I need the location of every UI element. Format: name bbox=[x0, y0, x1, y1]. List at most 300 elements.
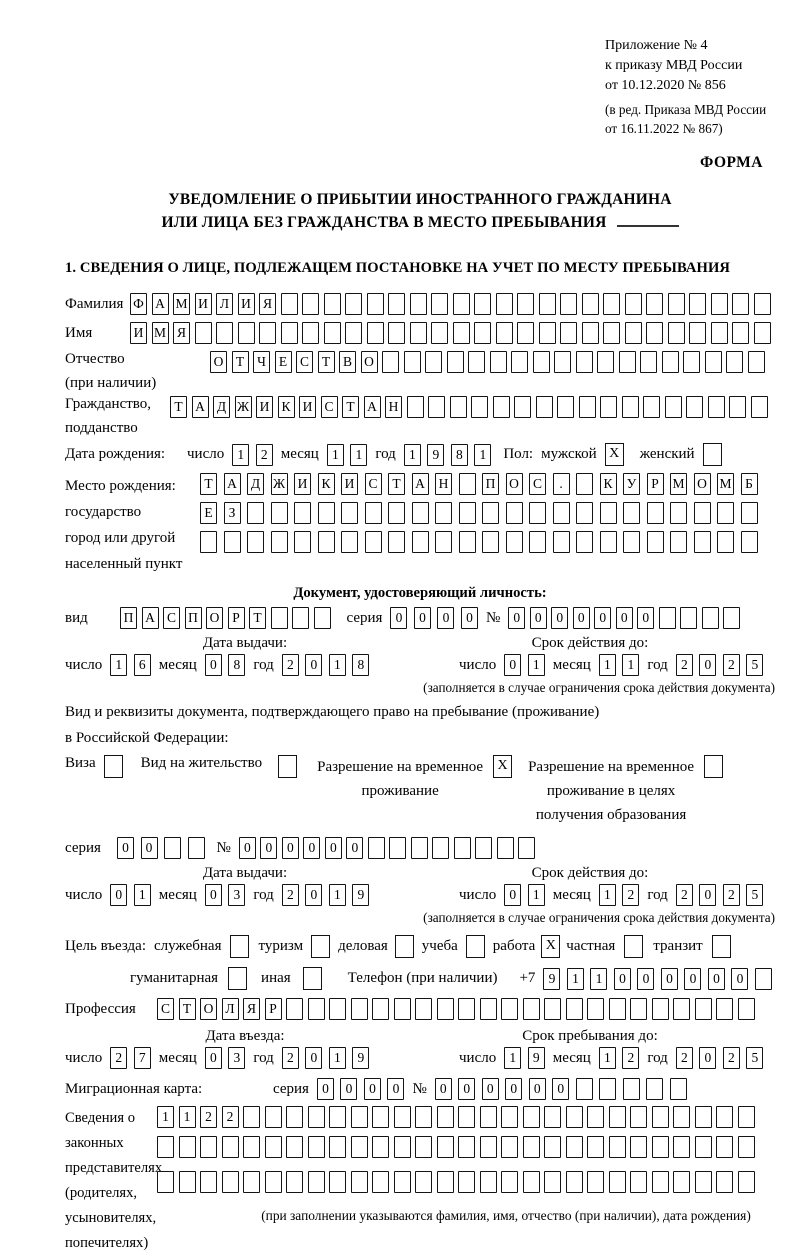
form-cell[interactable] bbox=[281, 322, 298, 344]
form-cell[interactable] bbox=[179, 1136, 196, 1158]
form-cell[interactable]: 0 bbox=[552, 1078, 569, 1100]
form-cell[interactable] bbox=[493, 396, 510, 418]
form-cell[interactable]: Т bbox=[388, 473, 405, 495]
form-cell[interactable]: И bbox=[195, 293, 212, 315]
form-cell[interactable] bbox=[247, 502, 264, 524]
form-cell[interactable]: . bbox=[553, 473, 570, 495]
form-cell[interactable] bbox=[514, 396, 531, 418]
form-cell[interactable]: У bbox=[623, 473, 640, 495]
form-cell[interactable] bbox=[576, 473, 593, 495]
form-cell[interactable] bbox=[367, 293, 384, 315]
form-cell[interactable] bbox=[716, 998, 733, 1020]
form-cell[interactable] bbox=[265, 1171, 282, 1193]
form-cell[interactable]: Д bbox=[213, 396, 230, 418]
form-cell[interactable] bbox=[544, 1136, 561, 1158]
form-cell[interactable]: Т bbox=[249, 607, 266, 629]
form-cell[interactable] bbox=[673, 1136, 690, 1158]
form-cell[interactable] bbox=[428, 396, 445, 418]
form-cell[interactable] bbox=[437, 1136, 454, 1158]
form-cell[interactable] bbox=[576, 351, 593, 373]
form-cell[interactable] bbox=[314, 607, 331, 629]
form-cell[interactable] bbox=[243, 1171, 260, 1193]
form-cell[interactable] bbox=[680, 607, 697, 629]
purpose-study-checkbox[interactable] bbox=[466, 935, 485, 958]
form-cell[interactable]: 1 bbox=[329, 1047, 346, 1069]
form-cell[interactable] bbox=[411, 837, 428, 859]
form-cell[interactable] bbox=[732, 293, 749, 315]
form-cell[interactable] bbox=[367, 322, 384, 344]
form-cell[interactable]: 0 bbox=[239, 837, 256, 859]
form-cell[interactable] bbox=[329, 1106, 346, 1128]
form-cell[interactable]: П bbox=[482, 473, 499, 495]
form-cell[interactable]: 0 bbox=[461, 607, 478, 629]
form-cell[interactable] bbox=[425, 351, 442, 373]
form-cell[interactable]: Т bbox=[170, 396, 187, 418]
form-cell[interactable] bbox=[726, 351, 743, 373]
form-cell[interactable]: 1 bbox=[232, 444, 249, 466]
form-cell[interactable]: 0 bbox=[364, 1078, 381, 1100]
form-cell[interactable] bbox=[560, 293, 577, 315]
form-cell[interactable] bbox=[689, 322, 706, 344]
form-cell[interactable]: 0 bbox=[505, 1078, 522, 1100]
form-cell[interactable] bbox=[705, 351, 722, 373]
form-cell[interactable] bbox=[708, 396, 725, 418]
form-cell[interactable] bbox=[415, 998, 432, 1020]
form-cell[interactable]: 0 bbox=[205, 1047, 222, 1069]
form-cell[interactable] bbox=[539, 293, 556, 315]
form-cell[interactable]: Т bbox=[179, 998, 196, 1020]
form-cell[interactable] bbox=[388, 502, 405, 524]
form-cell[interactable] bbox=[200, 1171, 217, 1193]
form-cell[interactable] bbox=[741, 531, 758, 553]
form-cell[interactable] bbox=[265, 1106, 282, 1128]
form-cell[interactable]: 1 bbox=[329, 884, 346, 906]
form-cell[interactable] bbox=[394, 1171, 411, 1193]
form-cell[interactable] bbox=[157, 1136, 174, 1158]
form-cell[interactable] bbox=[511, 351, 528, 373]
form-cell[interactable]: К bbox=[278, 396, 295, 418]
form-cell[interactable]: С bbox=[365, 473, 382, 495]
form-cell[interactable]: 3 bbox=[228, 1047, 245, 1069]
form-cell[interactable] bbox=[404, 351, 421, 373]
form-cell[interactable] bbox=[506, 531, 523, 553]
form-cell[interactable]: 0 bbox=[435, 1078, 452, 1100]
form-cell[interactable] bbox=[652, 1136, 669, 1158]
form-cell[interactable] bbox=[683, 351, 700, 373]
form-cell[interactable]: 5 bbox=[746, 1047, 763, 1069]
form-cell[interactable]: Н bbox=[435, 473, 452, 495]
form-cell[interactable]: 0 bbox=[117, 837, 134, 859]
form-cell[interactable] bbox=[412, 531, 429, 553]
form-cell[interactable]: 1 bbox=[404, 444, 421, 466]
form-cell[interactable]: 2 bbox=[676, 654, 693, 676]
form-cell[interactable]: 1 bbox=[590, 968, 607, 990]
form-cell[interactable] bbox=[553, 531, 570, 553]
form-cell[interactable] bbox=[587, 1106, 604, 1128]
form-cell[interactable]: 1 bbox=[504, 1047, 521, 1069]
form-cell[interactable]: 1 bbox=[528, 884, 545, 906]
form-cell[interactable]: Т bbox=[342, 396, 359, 418]
form-cell[interactable] bbox=[566, 1171, 583, 1193]
form-cell[interactable] bbox=[566, 998, 583, 1020]
form-cell[interactable] bbox=[501, 998, 518, 1020]
form-cell[interactable]: П bbox=[120, 607, 137, 629]
form-cell[interactable] bbox=[716, 1171, 733, 1193]
form-cell[interactable] bbox=[694, 531, 711, 553]
form-cell[interactable] bbox=[630, 1171, 647, 1193]
form-cell[interactable] bbox=[459, 531, 476, 553]
form-cell[interactable] bbox=[394, 1136, 411, 1158]
form-cell[interactable] bbox=[544, 1171, 561, 1193]
form-cell[interactable] bbox=[517, 293, 534, 315]
form-cell[interactable] bbox=[341, 531, 358, 553]
form-cell[interactable]: 0 bbox=[317, 1078, 334, 1100]
form-cell[interactable]: С bbox=[163, 607, 180, 629]
form-cell[interactable]: И bbox=[299, 396, 316, 418]
form-cell[interactable]: Е bbox=[200, 502, 217, 524]
form-cell[interactable] bbox=[599, 1078, 616, 1100]
purpose-commercial-checkbox[interactable] bbox=[395, 935, 414, 958]
form-cell[interactable] bbox=[324, 322, 341, 344]
form-cell[interactable]: К bbox=[600, 473, 617, 495]
form-cell[interactable] bbox=[566, 1106, 583, 1128]
form-cell[interactable] bbox=[659, 607, 676, 629]
form-cell[interactable]: О bbox=[694, 473, 711, 495]
form-cell[interactable] bbox=[388, 293, 405, 315]
form-cell[interactable] bbox=[702, 607, 719, 629]
form-cell[interactable]: М bbox=[152, 322, 169, 344]
form-cell[interactable] bbox=[582, 322, 599, 344]
form-cell[interactable] bbox=[587, 1171, 604, 1193]
form-cell[interactable] bbox=[630, 1136, 647, 1158]
form-cell[interactable] bbox=[738, 1171, 755, 1193]
form-cell[interactable] bbox=[318, 531, 335, 553]
form-cell[interactable] bbox=[294, 531, 311, 553]
form-cell[interactable]: А bbox=[224, 473, 241, 495]
form-cell[interactable]: А bbox=[192, 396, 209, 418]
form-cell[interactable]: 8 bbox=[451, 444, 468, 466]
form-cell[interactable]: А bbox=[152, 293, 169, 315]
form-cell[interactable]: О bbox=[206, 607, 223, 629]
form-cell[interactable] bbox=[458, 998, 475, 1020]
form-cell[interactable] bbox=[738, 998, 755, 1020]
form-cell[interactable] bbox=[622, 396, 639, 418]
form-cell[interactable]: 1 bbox=[327, 444, 344, 466]
form-cell[interactable] bbox=[365, 531, 382, 553]
form-cell[interactable] bbox=[222, 1171, 239, 1193]
form-cell[interactable]: 1 bbox=[179, 1106, 196, 1128]
form-cell[interactable]: 0 bbox=[504, 654, 521, 676]
form-cell[interactable]: 0 bbox=[340, 1078, 357, 1100]
form-cell[interactable] bbox=[587, 1136, 604, 1158]
form-cell[interactable] bbox=[259, 322, 276, 344]
form-cell[interactable] bbox=[286, 1171, 303, 1193]
form-cell[interactable] bbox=[738, 1136, 755, 1158]
form-cell[interactable] bbox=[523, 1136, 540, 1158]
form-cell[interactable] bbox=[603, 322, 620, 344]
form-cell[interactable] bbox=[741, 502, 758, 524]
form-cell[interactable]: 2 bbox=[282, 1047, 299, 1069]
form-cell[interactable]: 1 bbox=[329, 654, 346, 676]
form-cell[interactable] bbox=[523, 998, 540, 1020]
form-cell[interactable]: И bbox=[130, 322, 147, 344]
form-cell[interactable] bbox=[623, 531, 640, 553]
form-cell[interactable] bbox=[716, 1136, 733, 1158]
form-cell[interactable] bbox=[459, 473, 476, 495]
form-cell[interactable]: К bbox=[318, 473, 335, 495]
form-cell[interactable]: 0 bbox=[346, 837, 363, 859]
form-cell[interactable] bbox=[468, 351, 485, 373]
form-cell[interactable]: 0 bbox=[260, 837, 277, 859]
form-cell[interactable] bbox=[652, 1106, 669, 1128]
form-cell[interactable]: И bbox=[341, 473, 358, 495]
form-cell[interactable]: 0 bbox=[699, 1047, 716, 1069]
form-cell[interactable] bbox=[748, 351, 765, 373]
form-cell[interactable]: 1 bbox=[599, 1047, 616, 1069]
form-cell[interactable] bbox=[665, 396, 682, 418]
form-cell[interactable] bbox=[453, 293, 470, 315]
form-cell[interactable] bbox=[609, 1106, 626, 1128]
form-cell[interactable] bbox=[200, 531, 217, 553]
form-cell[interactable] bbox=[523, 1171, 540, 1193]
form-cell[interactable] bbox=[474, 293, 491, 315]
form-cell[interactable]: 8 bbox=[228, 654, 245, 676]
form-cell[interactable]: Р bbox=[228, 607, 245, 629]
form-cell[interactable] bbox=[394, 998, 411, 1020]
form-cell[interactable]: А bbox=[412, 473, 429, 495]
form-cell[interactable] bbox=[600, 531, 617, 553]
form-cell[interactable]: 2 bbox=[222, 1106, 239, 1128]
form-cell[interactable] bbox=[341, 502, 358, 524]
form-cell[interactable] bbox=[382, 351, 399, 373]
form-cell[interactable]: 0 bbox=[305, 884, 322, 906]
form-cell[interactable] bbox=[506, 502, 523, 524]
form-cell[interactable]: 0 bbox=[616, 607, 633, 629]
form-cell[interactable] bbox=[475, 837, 492, 859]
form-cell[interactable]: 3 bbox=[228, 884, 245, 906]
form-cell[interactable] bbox=[372, 998, 389, 1020]
form-cell[interactable] bbox=[281, 293, 298, 315]
form-cell[interactable] bbox=[265, 1136, 282, 1158]
form-cell[interactable] bbox=[576, 502, 593, 524]
form-cell[interactable] bbox=[518, 837, 535, 859]
form-cell[interactable]: М bbox=[173, 293, 190, 315]
form-cell[interactable]: 2 bbox=[282, 654, 299, 676]
form-cell[interactable] bbox=[324, 293, 341, 315]
form-cell[interactable] bbox=[195, 322, 212, 344]
form-cell[interactable]: 9 bbox=[528, 1047, 545, 1069]
form-cell[interactable] bbox=[630, 1106, 647, 1128]
form-cell[interactable] bbox=[435, 502, 452, 524]
form-cell[interactable]: В bbox=[339, 351, 356, 373]
form-cell[interactable]: Б bbox=[741, 473, 758, 495]
form-cell[interactable]: 0 bbox=[508, 607, 525, 629]
form-cell[interactable] bbox=[625, 293, 642, 315]
form-cell[interactable] bbox=[717, 502, 734, 524]
form-cell[interactable] bbox=[755, 968, 772, 990]
form-cell[interactable] bbox=[243, 1106, 260, 1128]
form-cell[interactable]: А bbox=[142, 607, 159, 629]
form-cell[interactable]: 2 bbox=[723, 884, 740, 906]
form-cell[interactable]: О bbox=[361, 351, 378, 373]
form-cell[interactable]: 0 bbox=[614, 968, 631, 990]
form-cell[interactable] bbox=[723, 607, 740, 629]
form-cell[interactable] bbox=[579, 396, 596, 418]
form-cell[interactable]: Н bbox=[385, 396, 402, 418]
form-cell[interactable]: 2 bbox=[676, 1047, 693, 1069]
form-cell[interactable]: 1 bbox=[599, 654, 616, 676]
form-cell[interactable] bbox=[754, 322, 771, 344]
form-cell[interactable]: 0 bbox=[637, 968, 654, 990]
form-cell[interactable]: 7 bbox=[134, 1047, 151, 1069]
form-cell[interactable] bbox=[308, 1106, 325, 1128]
form-cell[interactable] bbox=[717, 531, 734, 553]
form-cell[interactable] bbox=[640, 351, 657, 373]
form-cell[interactable] bbox=[694, 502, 711, 524]
form-cell[interactable] bbox=[286, 998, 303, 1020]
form-cell[interactable]: 2 bbox=[110, 1047, 127, 1069]
form-cell[interactable] bbox=[695, 1106, 712, 1128]
form-cell[interactable] bbox=[480, 1106, 497, 1128]
form-cell[interactable] bbox=[450, 396, 467, 418]
form-cell[interactable]: 6 bbox=[134, 654, 151, 676]
form-cell[interactable] bbox=[453, 322, 470, 344]
form-cell[interactable] bbox=[482, 531, 499, 553]
form-cell[interactable]: 5 bbox=[746, 884, 763, 906]
form-cell[interactable] bbox=[533, 351, 550, 373]
visa-checkbox[interactable] bbox=[104, 755, 123, 778]
form-cell[interactable] bbox=[711, 322, 728, 344]
form-cell[interactable]: 0 bbox=[305, 1047, 322, 1069]
form-cell[interactable] bbox=[474, 322, 491, 344]
form-cell[interactable] bbox=[673, 1106, 690, 1128]
form-cell[interactable] bbox=[308, 1171, 325, 1193]
form-cell[interactable] bbox=[437, 1106, 454, 1128]
form-cell[interactable] bbox=[410, 322, 427, 344]
form-cell[interactable] bbox=[501, 1106, 518, 1128]
form-cell[interactable]: 0 bbox=[594, 607, 611, 629]
form-cell[interactable]: 9 bbox=[352, 884, 369, 906]
form-cell[interactable] bbox=[351, 1106, 368, 1128]
form-cell[interactable] bbox=[557, 396, 574, 418]
form-cell[interactable]: Ж bbox=[235, 396, 252, 418]
form-cell[interactable] bbox=[164, 837, 181, 859]
form-cell[interactable]: 1 bbox=[474, 444, 491, 466]
form-cell[interactable] bbox=[689, 293, 706, 315]
form-cell[interactable] bbox=[668, 293, 685, 315]
form-cell[interactable] bbox=[179, 1171, 196, 1193]
form-cell[interactable] bbox=[308, 1136, 325, 1158]
purpose-business-checkbox[interactable] bbox=[230, 935, 249, 958]
form-cell[interactable]: М bbox=[717, 473, 734, 495]
sex-male-checkbox[interactable]: X bbox=[605, 443, 624, 466]
form-cell[interactable] bbox=[662, 351, 679, 373]
form-cell[interactable] bbox=[647, 531, 664, 553]
form-cell[interactable] bbox=[351, 998, 368, 1020]
form-cell[interactable] bbox=[582, 293, 599, 315]
form-cell[interactable] bbox=[670, 531, 687, 553]
form-cell[interactable] bbox=[670, 502, 687, 524]
form-cell[interactable] bbox=[587, 998, 604, 1020]
form-cell[interactable]: Ч bbox=[253, 351, 270, 373]
form-cell[interactable]: С bbox=[321, 396, 338, 418]
form-cell[interactable]: Я bbox=[243, 998, 260, 1020]
form-cell[interactable]: 0 bbox=[437, 607, 454, 629]
form-cell[interactable]: Д bbox=[247, 473, 264, 495]
form-cell[interactable]: 0 bbox=[731, 968, 748, 990]
form-cell[interactable] bbox=[716, 1106, 733, 1128]
form-cell[interactable] bbox=[157, 1171, 174, 1193]
form-cell[interactable] bbox=[536, 396, 553, 418]
form-cell[interactable] bbox=[318, 502, 335, 524]
form-cell[interactable] bbox=[539, 322, 556, 344]
form-cell[interactable] bbox=[372, 1136, 389, 1158]
form-cell[interactable] bbox=[345, 293, 362, 315]
form-cell[interactable] bbox=[458, 1136, 475, 1158]
form-cell[interactable]: 0 bbox=[387, 1078, 404, 1100]
form-cell[interactable]: 0 bbox=[708, 968, 725, 990]
form-cell[interactable] bbox=[673, 998, 690, 1020]
form-cell[interactable]: 8 bbox=[352, 654, 369, 676]
form-cell[interactable]: 0 bbox=[699, 884, 716, 906]
form-cell[interactable]: 0 bbox=[637, 607, 654, 629]
form-cell[interactable]: 0 bbox=[699, 654, 716, 676]
form-cell[interactable]: 1 bbox=[157, 1106, 174, 1128]
form-cell[interactable] bbox=[238, 322, 255, 344]
form-cell[interactable]: 2 bbox=[622, 884, 639, 906]
form-cell[interactable]: М bbox=[670, 473, 687, 495]
form-cell[interactable] bbox=[566, 1136, 583, 1158]
form-cell[interactable] bbox=[247, 531, 264, 553]
form-cell[interactable]: Я bbox=[259, 293, 276, 315]
form-cell[interactable] bbox=[729, 396, 746, 418]
form-cell[interactable] bbox=[497, 837, 514, 859]
form-cell[interactable] bbox=[458, 1171, 475, 1193]
form-cell[interactable] bbox=[695, 998, 712, 1020]
purpose-private-checkbox[interactable] bbox=[624, 935, 643, 958]
form-cell[interactable]: Е bbox=[275, 351, 292, 373]
form-cell[interactable] bbox=[410, 293, 427, 315]
form-cell[interactable] bbox=[600, 502, 617, 524]
form-cell[interactable] bbox=[308, 998, 325, 1020]
form-cell[interactable] bbox=[480, 1136, 497, 1158]
form-cell[interactable] bbox=[609, 1136, 626, 1158]
form-cell[interactable] bbox=[415, 1136, 432, 1158]
form-cell[interactable] bbox=[415, 1171, 432, 1193]
form-cell[interactable]: Т bbox=[318, 351, 335, 373]
form-cell[interactable] bbox=[554, 351, 571, 373]
form-cell[interactable] bbox=[529, 531, 546, 553]
purpose-tourism-checkbox[interactable] bbox=[311, 935, 330, 958]
form-cell[interactable]: 0 bbox=[458, 1078, 475, 1100]
form-cell[interactable] bbox=[576, 1078, 593, 1100]
form-cell[interactable] bbox=[544, 1106, 561, 1128]
form-cell[interactable] bbox=[458, 1106, 475, 1128]
form-cell[interactable]: Л bbox=[222, 998, 239, 1020]
form-cell[interactable] bbox=[459, 502, 476, 524]
form-cell[interactable] bbox=[480, 998, 497, 1020]
form-cell[interactable]: Ж bbox=[271, 473, 288, 495]
form-cell[interactable] bbox=[646, 1078, 663, 1100]
form-cell[interactable] bbox=[529, 502, 546, 524]
form-cell[interactable]: 0 bbox=[684, 968, 701, 990]
form-cell[interactable]: П bbox=[185, 607, 202, 629]
temp-permit-checkbox[interactable]: X bbox=[493, 755, 512, 778]
form-cell[interactable]: Ф bbox=[130, 293, 147, 315]
form-cell[interactable] bbox=[372, 1171, 389, 1193]
form-cell[interactable]: 2 bbox=[723, 654, 740, 676]
form-cell[interactable]: 5 bbox=[746, 654, 763, 676]
